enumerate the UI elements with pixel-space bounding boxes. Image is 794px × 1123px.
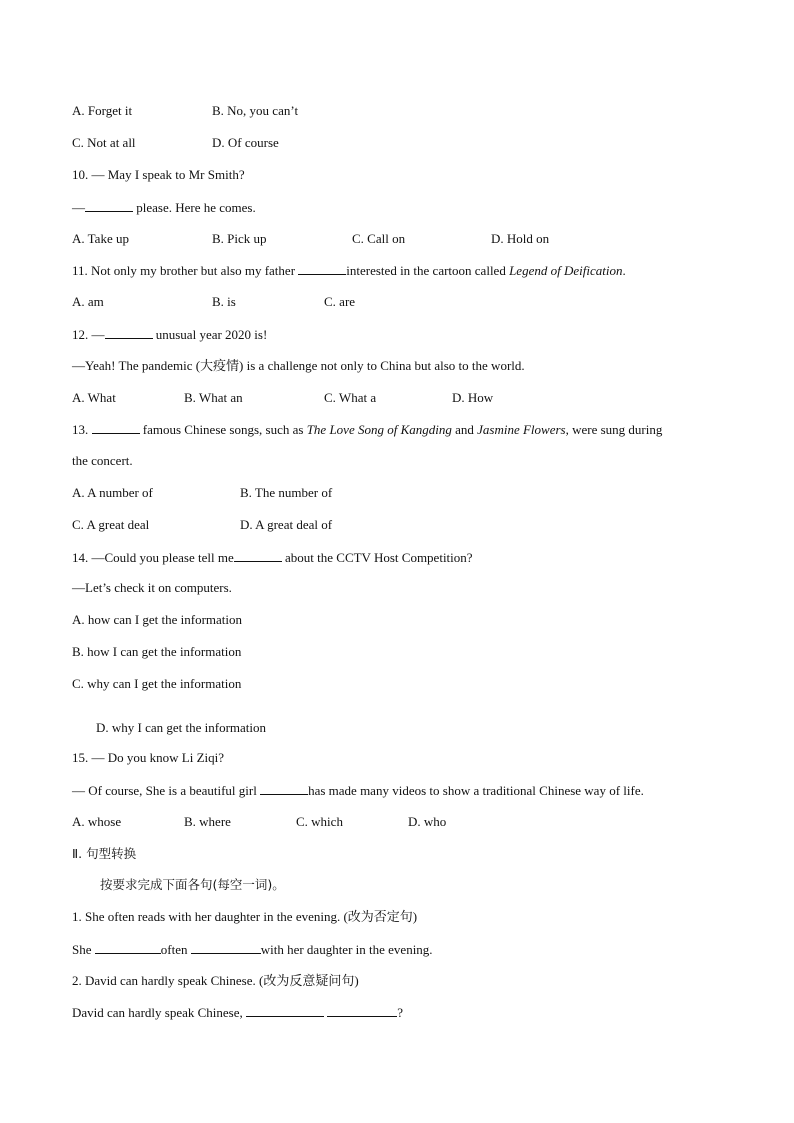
q15-option-d: D. who bbox=[408, 814, 447, 829]
q13-song-title-1: The Love Song of Kangding bbox=[306, 422, 452, 437]
q13-option-c: C. A great deal bbox=[72, 517, 150, 532]
q14-number: 14. bbox=[72, 550, 89, 565]
answer-start: David can hardly speak Chinese, bbox=[72, 1005, 247, 1020]
q12-reply-text: —Yeah! The pandemic (大疫情) is a challenge not only to China but also to the world. bbox=[72, 358, 525, 373]
q15-option-b: B. where bbox=[184, 814, 231, 829]
q12-prompt bbox=[72, 326, 267, 343]
q10-option-d: D. Hold on bbox=[491, 231, 550, 246]
q15-prompt-text: — Do you know Li Ziqi? bbox=[88, 750, 225, 765]
q10-option-b: B. Pick up bbox=[212, 231, 267, 246]
q14-prompt bbox=[72, 549, 473, 566]
conversion-item-1-answer bbox=[72, 941, 433, 958]
section-instruction: 按要求完成下面各句(每空一词)。 bbox=[100, 877, 285, 892]
q13-prompt-cont bbox=[72, 453, 133, 469]
q13-text-2: and bbox=[451, 422, 478, 437]
q12-option-d: D. How bbox=[452, 390, 494, 405]
q10-number: 10. bbox=[72, 167, 89, 182]
q12-option-c: C. What a bbox=[324, 390, 377, 405]
answer-blank[interactable] bbox=[234, 549, 282, 562]
q13-text-3: , were sung during bbox=[565, 422, 663, 437]
q12-option-a: A. What bbox=[72, 390, 116, 405]
answer-blank[interactable] bbox=[92, 421, 140, 434]
q13-option-a: A. A number of bbox=[72, 485, 153, 500]
answer-blank[interactable] bbox=[260, 782, 308, 795]
q12-number: 12. bbox=[72, 327, 89, 342]
q13-option-d: D. A great deal of bbox=[240, 517, 333, 532]
q10-option-c: C. Call on bbox=[352, 231, 406, 246]
q12-prefix: — bbox=[88, 327, 105, 342]
q14-option-a: A. how can I get the information bbox=[72, 612, 243, 627]
q13-text-4: the concert. bbox=[72, 453, 133, 468]
q9-option-b: B. No, you can’t bbox=[212, 103, 299, 118]
answer-mid: often bbox=[160, 942, 191, 957]
q12-reply bbox=[72, 358, 525, 374]
q11-option-c: C. are bbox=[324, 294, 356, 309]
q9-option-c: C. Not at all bbox=[72, 135, 136, 150]
q15-option-c: C. which bbox=[296, 814, 343, 829]
q10-reply-suffix: please. Here he comes. bbox=[133, 200, 256, 215]
conversion-item-1-prompt: 1. She often reads with her daughter in the evening. (改为否定句) bbox=[72, 909, 418, 924]
q14-prompt-after: about the CCTV Host Competition? bbox=[281, 550, 473, 565]
q11-text-end: . bbox=[622, 263, 626, 278]
conversion-item-2-prompt: 2. David can hardly speak Chinese. (改为反意疑问句) bbox=[72, 973, 359, 988]
q11-prompt bbox=[72, 262, 626, 279]
q12-option-b: B. What an bbox=[184, 390, 243, 405]
answer-blank[interactable] bbox=[85, 199, 133, 212]
q14-option-d: D. why I can get the information bbox=[96, 720, 267, 735]
q15-prompt bbox=[72, 750, 224, 766]
answer-end: with her daughter in the evening. bbox=[260, 942, 433, 957]
q15-reply bbox=[72, 782, 644, 799]
q11-option-b: B. is bbox=[212, 294, 236, 309]
conversion-item-2-answer bbox=[72, 1004, 403, 1021]
q11-number: 11. bbox=[72, 263, 88, 278]
q13-number: 13. bbox=[72, 422, 89, 437]
answer-blank[interactable] bbox=[298, 262, 346, 275]
q14-option-c: C. why can I get the information bbox=[72, 676, 242, 691]
answer-blank[interactable] bbox=[327, 1004, 397, 1017]
q14-reply-text: —Let’s check it on computers. bbox=[72, 580, 232, 595]
section-heading: Ⅱ. 句型转换 bbox=[72, 846, 137, 861]
q14-prompt-before: —Could you please tell me bbox=[88, 550, 234, 565]
q11-text-before: Not only my brother but also my father bbox=[87, 263, 299, 278]
q9-option-a: A. Forget it bbox=[72, 103, 133, 118]
q15-option-a: A. whose bbox=[72, 814, 122, 829]
q9-option-d: D. Of course bbox=[212, 135, 279, 150]
q15-number: 15. bbox=[72, 750, 89, 765]
q10-option-a: A. Take up bbox=[72, 231, 129, 246]
q12-suffix: unusual year 2020 is! bbox=[152, 327, 268, 342]
q11-cartoon-title: Legend of Deification bbox=[509, 263, 623, 278]
q13-option-b: B. The number of bbox=[240, 485, 333, 500]
q15-reply-before: — Of course, She is a beautiful girl bbox=[72, 783, 261, 798]
q10-prompt bbox=[72, 167, 245, 183]
q11-text-after: interested in the cartoon called bbox=[346, 263, 510, 278]
q15-reply-after: has made many videos to show a traditional Chinese way of life. bbox=[308, 783, 644, 798]
q13-text-1: famous Chinese songs, such as bbox=[139, 422, 307, 437]
answer-blank[interactable] bbox=[191, 941, 261, 954]
q10-prompt-text: — May I speak to Mr Smith? bbox=[91, 167, 245, 182]
answer-end: ? bbox=[397, 1005, 404, 1020]
q11-option-a: A. am bbox=[72, 294, 104, 309]
q10-reply-prefix: — bbox=[72, 200, 85, 215]
answer-blank[interactable] bbox=[246, 1004, 324, 1017]
q13-song-title-2: Jasmine Flowers bbox=[477, 422, 566, 437]
q10-reply bbox=[72, 199, 256, 216]
q14-reply bbox=[72, 580, 232, 596]
answer-start: She bbox=[72, 942, 95, 957]
q13-prompt bbox=[72, 421, 662, 438]
answer-blank[interactable] bbox=[95, 941, 161, 954]
q14-option-b: B. how I can get the information bbox=[72, 644, 242, 659]
answer-blank[interactable] bbox=[105, 326, 153, 339]
